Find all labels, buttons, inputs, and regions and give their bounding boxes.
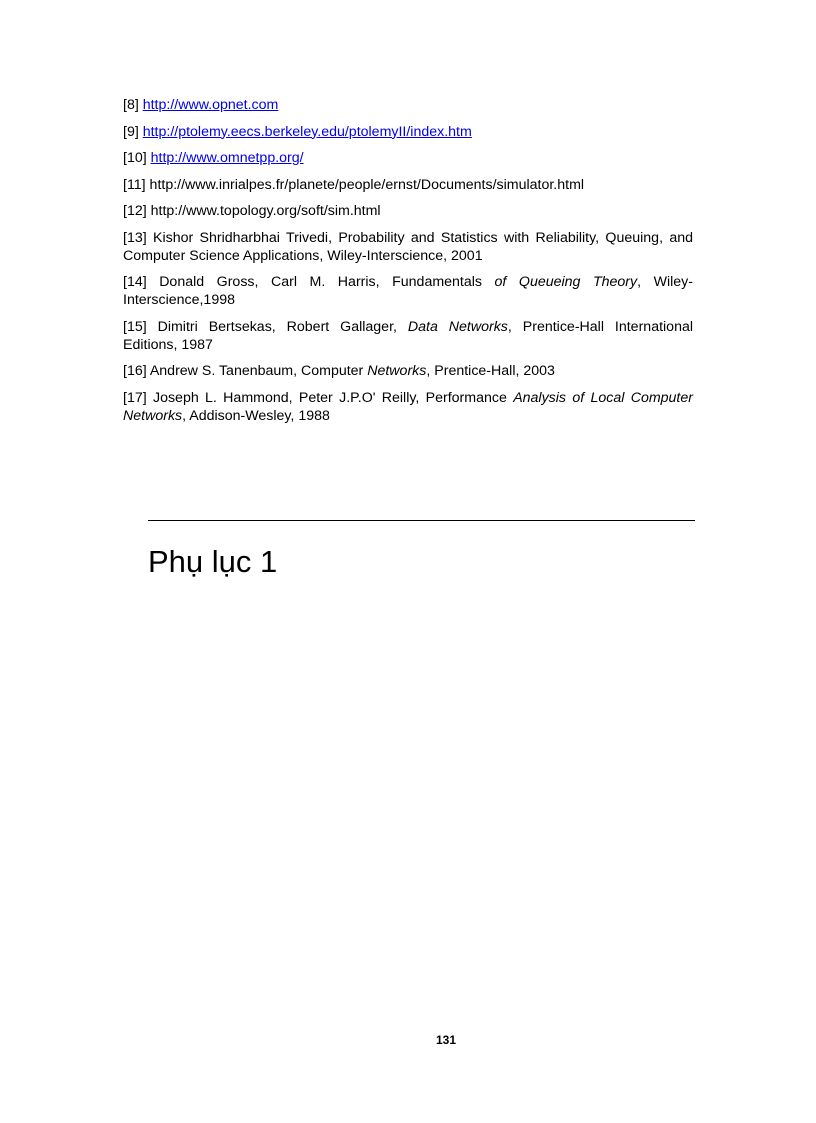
appendix-title: Phụ lục 1 [148, 544, 278, 579]
reference-link-opnet[interactable]: http://www.opnet.com [142, 97, 279, 113]
reference-text: [11] http://www.inrialpes.fr/planete/people/ernst/Documents/simulator.html [123, 176, 585, 193]
reference-text: , Prentice-Hall International Editions, 1987 [123, 318, 693, 353]
reference-text: [12] http://www.topology.org/soft/sim.html [123, 203, 381, 219]
section-divider [148, 520, 695, 521]
reference-item-13 [123, 229, 693, 265]
reference-label: [9] [123, 123, 143, 140]
reference-item-9 [123, 123, 693, 141]
reference-list [123, 96, 693, 433]
reference-title-italic: Data Networks [407, 318, 508, 335]
reference-item-11 [123, 176, 693, 194]
reference-link-omnetpp[interactable]: http://www.omnetpp.org/ [150, 150, 304, 166]
reference-title-italic: of Queueing Theory [494, 274, 638, 290]
reference-text: , Addison-Wesley, 1988 [182, 407, 330, 424]
reference-item-17 [123, 389, 693, 425]
reference-item-8 [123, 96, 693, 114]
reference-label: [8] [123, 97, 143, 113]
reference-item-14 [123, 273, 693, 309]
reference-text: , Wiley-Interscience,1998 [123, 274, 693, 308]
reference-label: [10] [123, 150, 151, 166]
reference-title-italic: Analysis of Local Computer Networks [123, 389, 693, 424]
reference-text: [16] Andrew S. Tanenbaum, Computer [123, 363, 368, 379]
reference-text: [13] Kishor Shridharbhai Trivedi, Probability and Statistics with Reliability, Queuing, and Computer Science Applications, Wiley-Interscience, 2001 [123, 229, 693, 264]
reference-item-15 [123, 318, 693, 354]
reference-text: [17] Joseph L. Hammond, Peter J.P.O' Reilly, Performance [123, 389, 514, 406]
reference-title-italic: Networks [367, 363, 427, 379]
reference-item-10 [123, 149, 693, 167]
reference-text: , Prentice-Hall, 2003 [426, 363, 555, 379]
reference-text: [15] Dimitri Bertsekas, Robert Gallager, [123, 318, 408, 335]
page-number: 131 [435, 1033, 457, 1047]
reference-item-12 [123, 202, 693, 220]
reference-text: [14] Donald Gross, Carl M. Harris, Fundamentals [123, 274, 495, 290]
reference-item-16 [123, 362, 693, 380]
reference-link-ptolemy[interactable]: http://ptolemy.eecs.berkeley.edu/ptolemyII/index.htm [142, 123, 472, 140]
